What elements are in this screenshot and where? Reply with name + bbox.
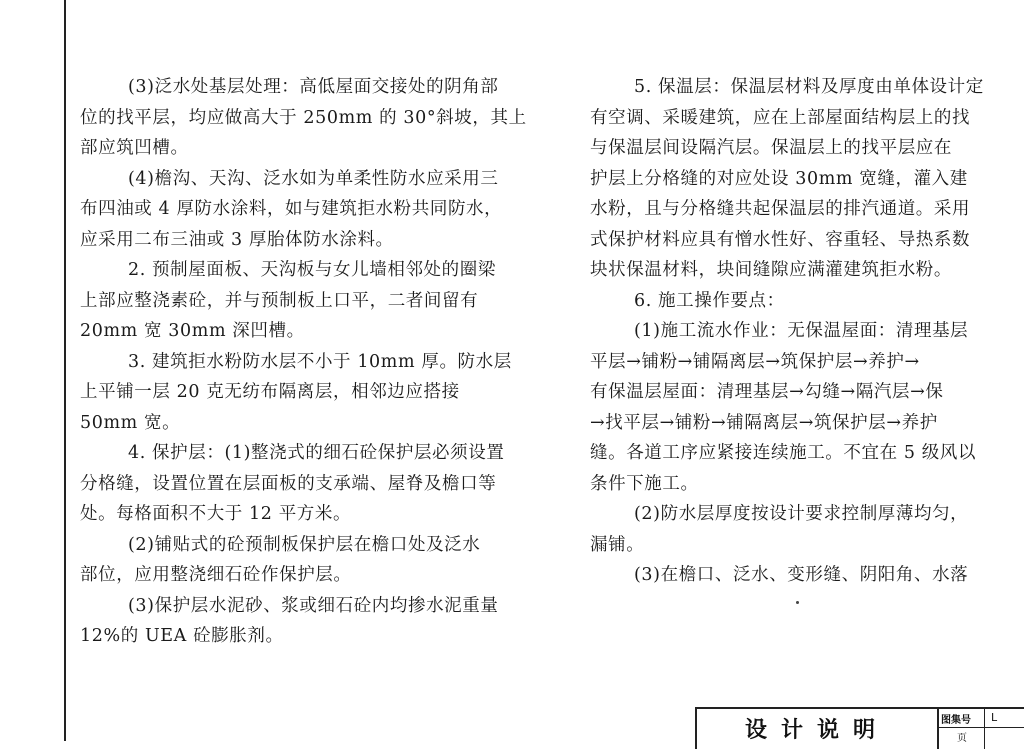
paragraph-line: 部应筑凹槽。: [80, 138, 189, 158]
paragraph-line: 5. 保温层：保温层材料及厚度由单体设计定: [634, 77, 984, 97]
paragraph-line: 与保温层间设隔汽层。保温层上的找平层应在: [590, 138, 952, 158]
paragraph-line: 护层上分格缝的对应处设 30mm 宽缝，灌入建: [590, 168, 968, 189]
paragraph-line: (1)施工流水作业：无保温屋面：清理基层: [634, 321, 969, 341]
paragraph-line: 6. 施工操作要点：: [634, 290, 785, 311]
paragraph-line: 分格缝，设置位置在层面板的支承端、屋脊及檐口等: [80, 473, 497, 494]
paragraph-line: (3)泛水处基层处理：高低屋面交接处的阴角部: [128, 77, 499, 97]
paragraph-line: (2)铺贴式的砼预制板保护层在檐口处及泛水: [128, 534, 481, 555]
title-block-divider: [937, 709, 939, 749]
right-text-column: [590, 72, 1024, 591]
paragraph-line: 12%的 UEA 砼膨胀剂。: [80, 626, 284, 646]
paragraph-line: 布四油或 4 厚防水涂料，如与建筑拒水粉共同防水，: [80, 199, 503, 219]
paragraph-line: 上部应整浇素砼，并与预制板上口平，二者间留有: [80, 290, 479, 311]
title-block-row-divider: [937, 727, 1024, 728]
left-text-column: [80, 72, 572, 652]
paragraph-line: 有空调、采暖建筑，应在上部屋面结构层上的找: [590, 107, 971, 128]
paragraph-line: 缝。各道工序应紧接连续施工。不宜在 5 级风以: [590, 443, 977, 463]
paragraph-line: 式保护材料应具有憎水性好、容重轻、导热系数: [590, 229, 971, 250]
paragraph-line: 条件下施工。: [590, 473, 699, 494]
page-label: 页: [957, 733, 967, 744]
left-margin-rule: [64, 0, 66, 741]
atlas-number-label: 图集号: [941, 715, 971, 726]
paragraph-line: →找平层→铺粉→铺隔离层→筑保护层→养护: [590, 412, 938, 433]
paragraph-line: (4)檐沟、天沟、泛水如为单柔性防水应采用三: [128, 168, 499, 189]
paragraph-line: 处。每格面积不大于 12 平方米。: [80, 504, 352, 524]
paragraph-line: 水粉，且与分格缝共起保温层的排汽通道。采用: [590, 199, 971, 219]
atlas-number-value: L: [991, 711, 998, 724]
paragraph-line: (3)保护层水泥砂、浆或细石砼内均掺水泥重量: [128, 595, 499, 616]
title-block: [695, 707, 1024, 749]
paragraph-line: 上平铺一层 20 克无纺布隔离层，相邻边应搭接: [80, 382, 460, 402]
paragraph-line: 4. 保护层：(1)整浇式的细石砼保护层必须设置: [128, 443, 505, 463]
paragraph-line: 50mm 宽。: [80, 412, 181, 433]
title-block-divider: [984, 709, 985, 749]
paragraph-line: (2)防水层厚度按设计要求控制厚薄均匀，: [634, 504, 969, 524]
scan-speck: [796, 601, 799, 604]
title-block-title: 设计说明: [744, 718, 889, 743]
paragraph-line: 2. 预制屋面板、天沟板与女儿墙相邻处的圈梁: [128, 260, 496, 280]
paragraph-line: 3. 建筑拒水粉防水层不小于 10mm 厚。防水层: [128, 351, 512, 372]
paragraph-line: 漏铺。: [590, 534, 645, 555]
paragraph-line: 应采用二布三油或 3 厚胎体防水涂料。: [80, 229, 394, 250]
paragraph-line: 平层→铺粉→铺隔离层→筑保护层→养护→: [590, 351, 920, 372]
paragraph-line: 有保温层屋面：清理基层→勾缝→隔汽层→保: [590, 382, 944, 402]
paragraph-line: 位的找平层，均应做高大于 250mm 的 30°斜坡，其上: [80, 107, 527, 128]
paragraph-line: 块状保温材料，块间缝隙应满灌建筑拒水粉。: [590, 260, 952, 280]
paragraph-line: 20mm 宽 30mm 深凹槽。: [80, 321, 305, 341]
paragraph-line: (3)在檐口、泛水、变形缝、阴阳角、水落: [634, 565, 969, 585]
paragraph-line: 部位，应用整浇细石砼作保护层。: [80, 565, 352, 585]
